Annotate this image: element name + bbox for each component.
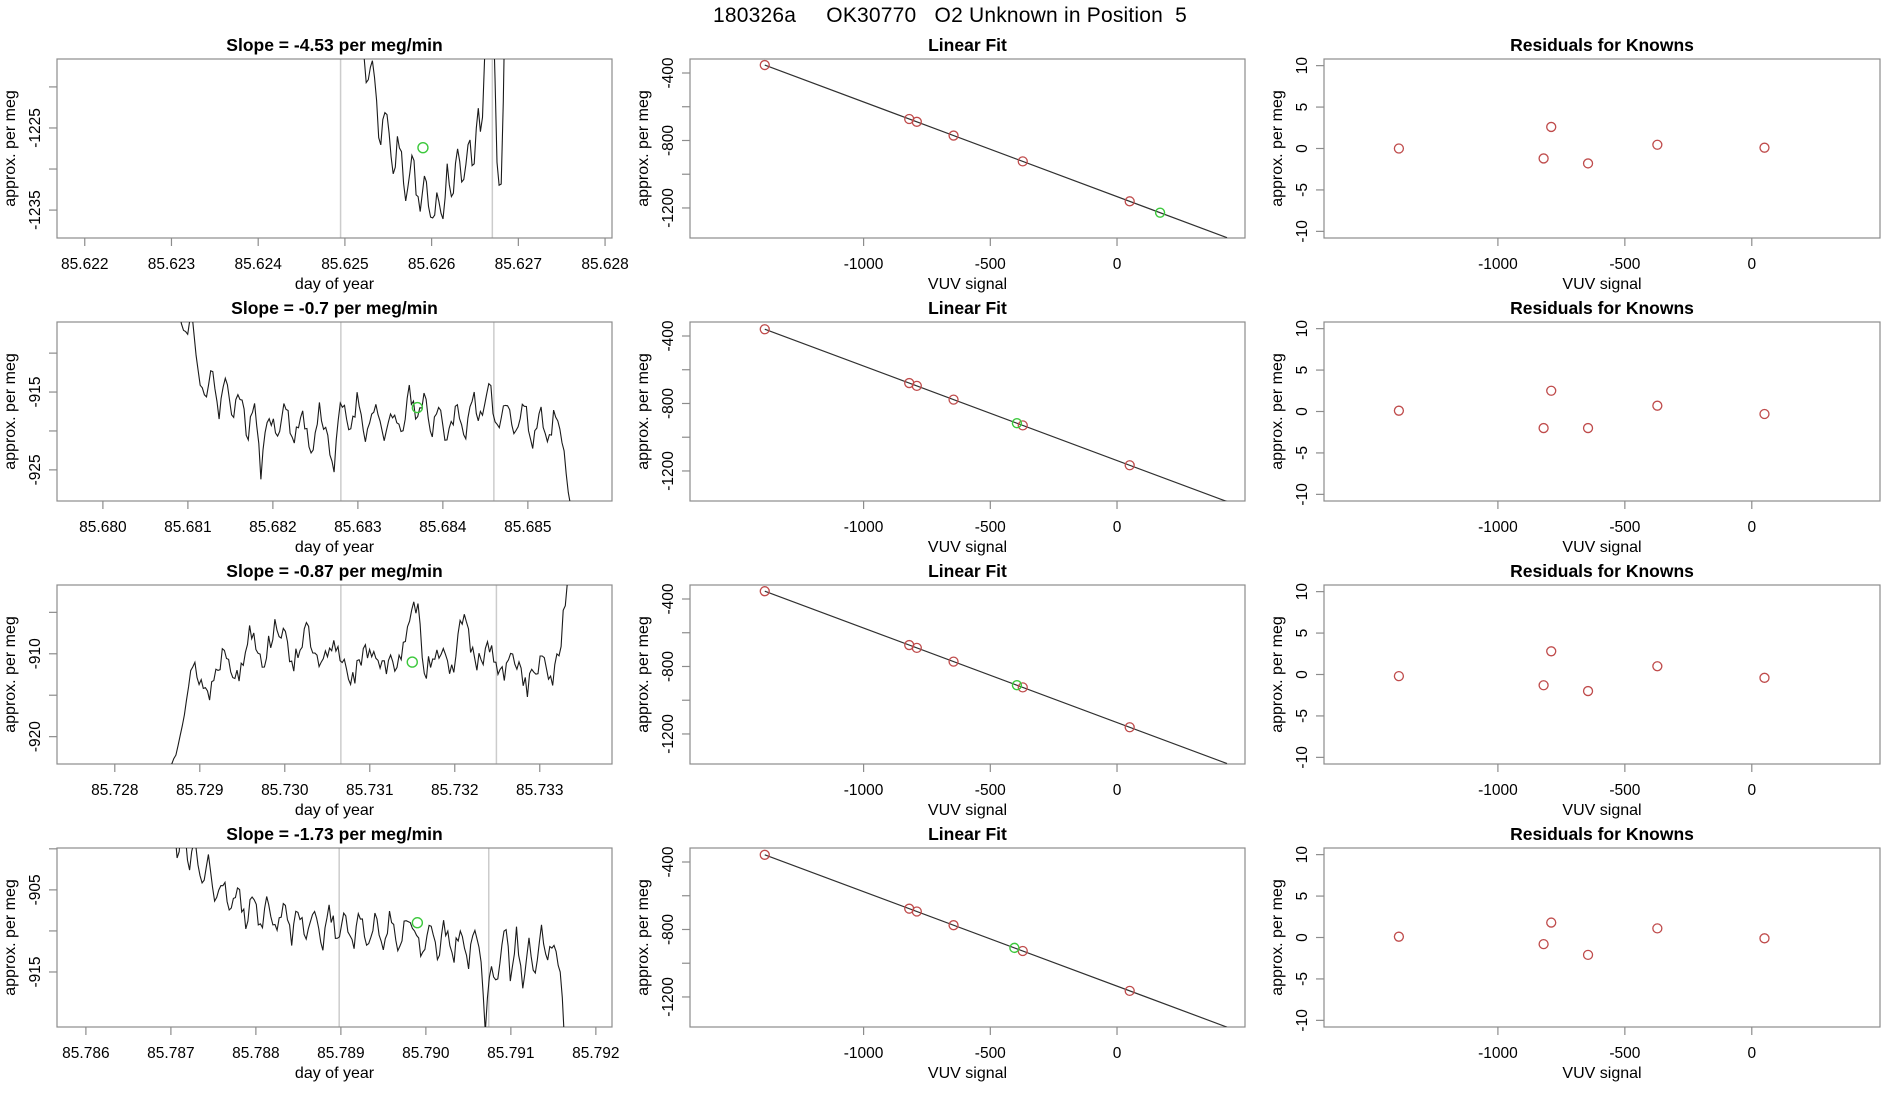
fit-line — [765, 65, 1227, 238]
x-tick-label: -1000 — [843, 519, 884, 536]
y-axis-label: approx. per meg — [635, 90, 652, 207]
y-tick-label: -915 — [27, 956, 44, 988]
x-tick-label: -1000 — [1478, 256, 1518, 273]
fit-line — [765, 329, 1227, 501]
y-axis-label: approx. per meg — [2, 353, 19, 470]
y-tick-label: -1200 — [660, 188, 677, 228]
plot-frame — [690, 585, 1245, 764]
figure-title: 180326a OK30770 O2 Unknown in Position 5 — [712, 4, 1188, 27]
fit-line — [765, 855, 1227, 1027]
y-tick-label: -1200 — [660, 977, 677, 1017]
x-tick-label: 85.624 — [234, 256, 282, 273]
x-tick-label: -500 — [974, 256, 1006, 273]
x-tick-label: 85.683 — [334, 519, 382, 536]
y-tick-label: -920 — [27, 721, 44, 753]
y-axis-label: approx. per meg — [635, 616, 652, 733]
x-axis-label: VUV signal — [927, 1065, 1008, 1082]
x-axis-label: day of year — [294, 539, 375, 556]
unknown-marker — [412, 918, 422, 928]
y-tick-label: -5 — [1294, 709, 1311, 723]
y-tick-label: -10 — [1294, 483, 1311, 506]
x-tick-label: -1000 — [1478, 519, 1518, 536]
y-tick-label: -910 — [27, 638, 44, 670]
x-tick-label: 85.685 — [504, 519, 552, 536]
unknown-marker — [418, 143, 428, 153]
row-3-linear-fit-panel — [635, 561, 1245, 819]
x-tick-label: 85.789 — [317, 1045, 365, 1062]
y-tick-label: -10 — [1294, 1009, 1311, 1032]
y-tick-label: 0 — [1294, 933, 1311, 942]
x-tick-label: 0 — [1112, 256, 1122, 273]
y-tick-label: -925 — [27, 454, 44, 486]
y-tick-label: 10 — [1294, 583, 1311, 601]
panel-title: Linear Fit — [928, 561, 1007, 581]
x-tick-label: -1000 — [843, 1045, 884, 1062]
residual-point — [1760, 934, 1769, 943]
x-axis-label: VUV signal — [927, 802, 1008, 819]
x-tick-label: 85.729 — [176, 782, 224, 799]
residual-point — [1760, 143, 1769, 152]
y-tick-label: 5 — [1294, 891, 1311, 901]
plot-frame — [1324, 585, 1880, 764]
x-tick-label: 0 — [1747, 256, 1757, 273]
x-tick-label: 85.787 — [147, 1045, 195, 1062]
x-tick-label: 0 — [1112, 782, 1122, 799]
y-tick-label: -400 — [660, 846, 677, 878]
residual-point — [1653, 662, 1662, 671]
y-tick-label: 10 — [1294, 846, 1311, 864]
x-tick-label: -1000 — [1478, 1045, 1518, 1062]
fit-line — [765, 591, 1227, 763]
y-tick-label: -400 — [660, 320, 677, 352]
x-axis-label: day of year — [294, 802, 375, 819]
plot-frame — [690, 848, 1245, 1027]
y-tick-label: -800 — [660, 650, 677, 683]
x-tick-label: 85.788 — [232, 1045, 280, 1062]
x-axis-label: VUV signal — [1562, 276, 1642, 293]
residual-point — [1584, 950, 1593, 959]
y-tick-label: 10 — [1294, 57, 1311, 75]
x-tick-label: 0 — [1747, 1045, 1757, 1062]
x-tick-label: 85.682 — [249, 519, 297, 536]
x-tick-label: 85.625 — [321, 256, 369, 273]
y-axis-label: approx. per meg — [1269, 616, 1286, 733]
residual-point — [1539, 424, 1548, 433]
y-tick-label: -5 — [1294, 183, 1311, 197]
plot-frame — [57, 322, 612, 501]
plot-frame — [1324, 322, 1880, 501]
residual-point — [1760, 673, 1769, 682]
x-axis-label: VUV signal — [927, 539, 1008, 556]
panel-title: Slope = -0.7 per meg/min — [231, 298, 438, 318]
x-tick-label: -500 — [1609, 1045, 1641, 1062]
x-tick-label: -1000 — [1478, 782, 1518, 799]
residual-point — [1547, 386, 1556, 395]
x-tick-label: 85.791 — [487, 1045, 535, 1062]
row-3-timeseries-panel — [2, 541, 612, 819]
x-tick-label: 85.623 — [147, 256, 196, 273]
y-tick-label: 5 — [1294, 628, 1311, 638]
plot-frame — [57, 59, 612, 238]
x-tick-label: -500 — [1609, 519, 1641, 536]
panel-title: Linear Fit — [928, 824, 1007, 844]
x-tick-label: -500 — [974, 1045, 1006, 1062]
y-axis-label: approx. per meg — [1269, 879, 1286, 996]
row-3-residuals-panel — [1269, 561, 1880, 819]
residual-point — [1547, 647, 1556, 656]
x-tick-label: 85.622 — [61, 256, 109, 273]
residual-point — [1394, 406, 1403, 415]
residual-point — [1394, 672, 1403, 681]
residual-point — [1539, 154, 1548, 163]
x-tick-label: 85.790 — [402, 1045, 450, 1062]
x-axis-label: VUV signal — [1562, 802, 1642, 819]
panel-title: Residuals for Knowns — [1510, 35, 1694, 55]
y-tick-label: 0 — [1294, 407, 1311, 416]
y-tick-label: 0 — [1294, 144, 1311, 153]
y-tick-label: -5 — [1294, 446, 1311, 460]
panel-title: Residuals for Knowns — [1510, 824, 1694, 844]
x-tick-label: 0 — [1112, 519, 1122, 536]
y-tick-label: 0 — [1294, 670, 1311, 679]
row-1-residuals-panel — [1269, 35, 1880, 293]
residual-point — [1653, 140, 1662, 149]
residual-point — [1584, 424, 1593, 433]
y-axis-label: approx. per meg — [1269, 90, 1286, 207]
y-tick-label: -400 — [660, 583, 677, 615]
x-tick-label: 85.732 — [431, 782, 479, 799]
y-tick-label: -10 — [1294, 746, 1311, 769]
x-tick-label: 85.684 — [419, 519, 467, 536]
plot-frame — [690, 322, 1245, 501]
plot-frame — [57, 848, 612, 1027]
residual-point — [1539, 940, 1548, 949]
y-tick-label: -1200 — [660, 714, 677, 754]
residual-point — [1547, 918, 1556, 927]
x-tick-label: -1000 — [843, 256, 884, 273]
y-tick-label: 10 — [1294, 320, 1311, 338]
residual-point — [1653, 924, 1662, 933]
x-tick-label: 85.733 — [516, 782, 564, 799]
x-tick-label: 85.731 — [346, 782, 394, 799]
x-tick-label: -500 — [1609, 782, 1641, 799]
residual-point — [1394, 144, 1403, 153]
residual-point — [1760, 409, 1769, 418]
panel-title: Linear Fit — [928, 298, 1007, 318]
row-2-linear-fit-panel — [635, 298, 1245, 556]
x-tick-label: 0 — [1747, 782, 1757, 799]
x-tick-label: 0 — [1112, 1045, 1122, 1062]
plot-frame — [690, 59, 1245, 238]
signal-trace — [358, 0, 505, 219]
plot-frame — [1324, 59, 1880, 238]
panel-title: Residuals for Knowns — [1510, 298, 1694, 318]
x-tick-label: 85.792 — [572, 1045, 620, 1062]
plot-frame — [1324, 848, 1880, 1027]
y-tick-label: -400 — [660, 57, 677, 89]
row-4-timeseries-panel — [2, 797, 620, 1082]
x-axis-label: day of year — [294, 1065, 375, 1082]
unknown-marker — [407, 657, 417, 667]
y-tick-label: -10 — [1294, 220, 1311, 243]
y-tick-label: -1200 — [660, 451, 677, 491]
x-tick-label: -500 — [974, 782, 1006, 799]
y-tick-label: -905 — [27, 874, 44, 906]
residual-point — [1584, 687, 1593, 696]
residual-point — [1653, 401, 1662, 410]
x-axis-label: VUV signal — [1562, 1065, 1642, 1082]
x-tick-label: -500 — [1609, 256, 1641, 273]
y-tick-label: -800 — [660, 124, 677, 157]
x-axis-label: VUV signal — [1562, 539, 1642, 556]
x-tick-label: 85.680 — [79, 519, 127, 536]
x-tick-label: 85.730 — [261, 782, 309, 799]
panel-title: Slope = -4.53 per meg/min — [226, 35, 443, 55]
residual-point — [1584, 159, 1593, 168]
y-axis-label: approx. per meg — [635, 353, 652, 470]
x-axis-label: VUV signal — [927, 276, 1008, 293]
row-4-residuals-panel — [1269, 824, 1880, 1082]
y-tick-label: 5 — [1294, 102, 1311, 112]
y-tick-label: -1235 — [27, 190, 44, 230]
x-tick-label: 85.786 — [62, 1045, 110, 1062]
row-2-timeseries-panel — [2, 291, 612, 556]
x-tick-label: 85.627 — [494, 256, 543, 273]
y-axis-label: approx. per meg — [635, 879, 652, 996]
row-1-linear-fit-panel — [635, 35, 1245, 293]
panel-title: Slope = -0.87 per meg/min — [226, 561, 443, 581]
signal-trace — [175, 291, 570, 505]
x-axis-label: day of year — [294, 276, 375, 293]
x-tick-label: -1000 — [843, 782, 884, 799]
x-tick-label: 85.728 — [91, 782, 139, 799]
row-4-linear-fit-panel — [635, 824, 1245, 1082]
panel-title: Linear Fit — [928, 35, 1007, 55]
y-tick-label: -800 — [660, 387, 677, 420]
residual-point — [1539, 681, 1548, 690]
y-axis-label: approx. per meg — [2, 616, 19, 733]
row-2-residuals-panel — [1269, 298, 1880, 556]
x-tick-label: -500 — [974, 519, 1006, 536]
y-axis-label: approx. per meg — [2, 879, 19, 996]
y-tick-label: -915 — [27, 376, 44, 408]
y-axis-label: approx. per meg — [2, 90, 19, 207]
plot-frame — [57, 585, 612, 764]
residual-point — [1547, 122, 1556, 131]
x-tick-label: 85.628 — [581, 256, 629, 273]
panel-title: Slope = -1.73 per meg/min — [226, 824, 443, 844]
panel-title: Residuals for Knowns — [1510, 561, 1694, 581]
y-axis-label: approx. per meg — [1269, 353, 1286, 470]
y-tick-label: -1225 — [27, 108, 44, 148]
y-tick-label: -5 — [1294, 972, 1311, 986]
x-tick-label: 85.681 — [164, 519, 212, 536]
x-tick-label: 85.626 — [407, 256, 456, 273]
residual-point — [1394, 932, 1403, 941]
row-1-timeseries-panel — [2, 0, 629, 293]
y-tick-label: 5 — [1294, 365, 1311, 375]
x-tick-label: 0 — [1747, 519, 1757, 536]
y-tick-label: -800 — [660, 913, 677, 946]
